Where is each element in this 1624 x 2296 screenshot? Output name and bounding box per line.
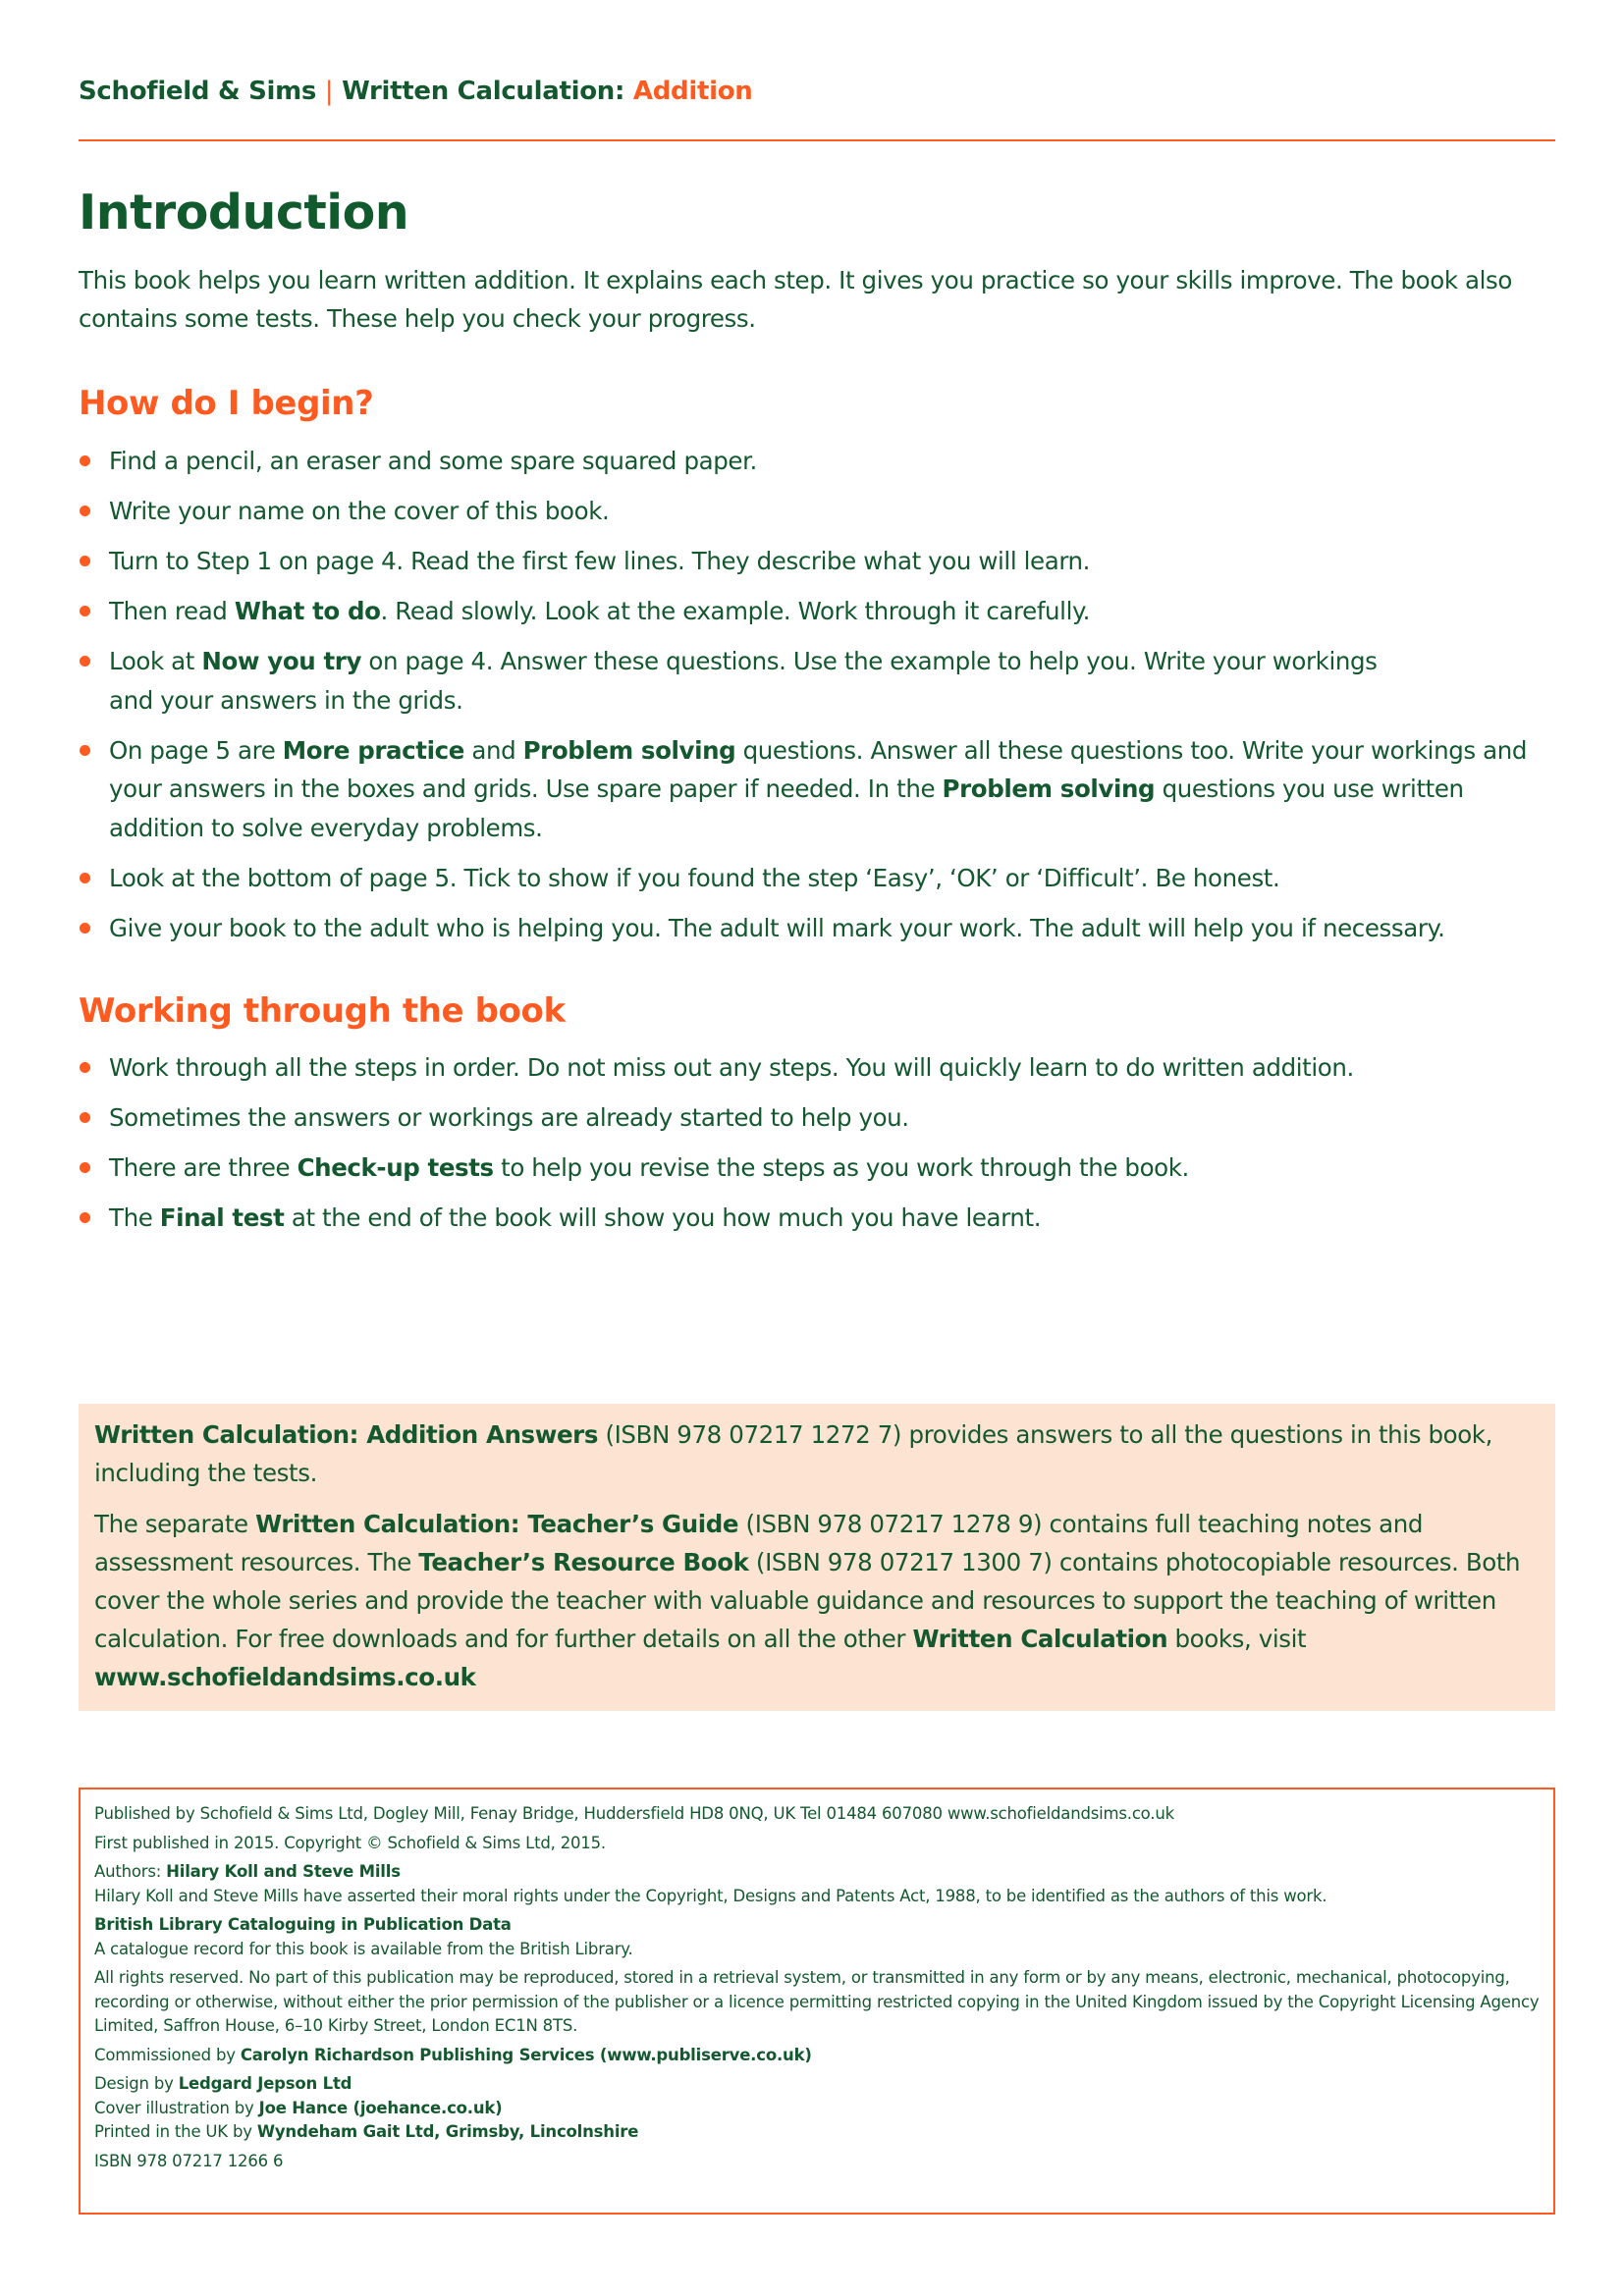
list-item — [79, 909, 1555, 948]
paragraph — [94, 1802, 1540, 1827]
bold-text: What to do — [234, 597, 381, 625]
working-list — [79, 1048, 1555, 1249]
page-title: Introduction — [79, 185, 409, 240]
intro-paragraph: This book helps you learn written addition. It explains each step. It gives you practice so your skills improve. The book also contains some tests. These help you check your progress. — [79, 266, 1512, 333]
list-item — [79, 1148, 1555, 1188]
bold-text: www.schofieldandsims.co.uk — [94, 1663, 476, 1691]
text: Commissioned by — [94, 2045, 241, 2064]
text: to help you revise the steps as you work through the book. — [493, 1153, 1189, 1182]
paragraph — [94, 1832, 1540, 1856]
bullet-icon — [80, 1062, 90, 1073]
bullet-icon — [80, 1162, 90, 1173]
text: Write your name on the cover of this book. — [109, 497, 610, 525]
paragraph — [94, 1415, 1540, 1492]
text: ISBN 978 07217 1266 6 — [94, 2151, 284, 2170]
header-divider — [79, 139, 1555, 141]
bold-text: Problem solving — [942, 774, 1156, 803]
bullet-icon — [80, 923, 90, 934]
bold-text: Problem solving — [522, 735, 736, 765]
list-item — [79, 592, 1555, 631]
bold-text: Check-up tests — [297, 1153, 494, 1182]
paragraph — [94, 1966, 1540, 2039]
bullet-icon — [80, 745, 90, 756]
resources-box — [79, 1404, 1555, 1711]
list-item — [79, 442, 1555, 481]
begin-list — [79, 442, 1555, 959]
bold-text: More practice — [282, 735, 464, 765]
paragraph — [94, 1505, 1540, 1696]
list-item — [79, 1098, 1555, 1138]
header-separator: | — [324, 77, 334, 106]
text: (ISBN 978 07217 1278 9) contains full teaching notes and assessment resources. The — [94, 1510, 1424, 1576]
paragraph — [94, 2072, 1540, 2145]
text: On page 5 are — [109, 735, 283, 765]
text: at the end of the book will show you how much you have learnt. — [284, 1203, 1042, 1232]
text: Sometimes the answers or workings are already started to help you. — [109, 1103, 909, 1132]
text: Hilary Koll and Steve Mills have asserted their moral rights under the Copyright, Designs and Patents Act, 1988, to be identified as the authors of this work. — [94, 1886, 1327, 1905]
bullet-icon — [80, 606, 90, 616]
bold-text: Final test — [159, 1203, 285, 1232]
text: First published in 2015. Copyright © Schofield & Sims Ltd, 2015. — [94, 1833, 606, 1852]
series-name: Written Calculation: — [342, 77, 625, 106]
text: and — [463, 735, 523, 765]
bold-text: Now you try — [201, 647, 362, 675]
bold-text: Carolyn Richardson Publishing Services (www.publiserve.co.uk) — [240, 2045, 812, 2064]
text: Authors: — [94, 1862, 167, 1881]
text: Then read — [109, 597, 235, 625]
text: Find a pencil, an eraser and some spare squared paper. — [109, 447, 757, 475]
bold-text: Teacher’s Resource Book — [418, 1548, 749, 1576]
text: (ISBN 978 07217 1300 7) contains photocopiable resources. Both cover the whole series and provide the teacher with valuable guidance and resources to support the teaching of written calculation. For free downloads and for further details on all the other — [94, 1548, 1521, 1653]
text: on page 4. Answer these questions. Use the example to help you. Write your workings — [361, 647, 1378, 675]
book-title: Addition — [632, 77, 753, 106]
text: questions. Answer all these questions too. Write your workings and your answers in the boxes and grids. Use spare paper if needed. In the — [109, 735, 1528, 803]
text: Design by — [94, 2074, 179, 2093]
running-header — [79, 77, 1555, 106]
bullet-icon — [80, 1212, 90, 1223]
bullet-icon — [80, 873, 90, 883]
paragraph — [94, 2044, 1540, 2068]
text: Published by Schofield & Sims Ltd, Dogley Mill, Fenay Bridge, Huddersfield HD8 0NQ, UK Tel 01484 607080 www.schofieldandsims.co.uk — [94, 1804, 1174, 1823]
list-item — [79, 542, 1555, 581]
text: Work through all the steps in order. Do not miss out any steps. You will quickly learn to do written addition. — [109, 1053, 1354, 1082]
text: . Read slowly. Look at the example. Work through it carefully. — [380, 597, 1090, 625]
bullet-icon — [80, 455, 90, 466]
text: Look at the bottom of page 5. Tick to show if you found the step ‘Easy’, ‘OK’ or ‘Difficult’. Be honest. — [109, 863, 1280, 892]
text: books, visit — [1167, 1625, 1307, 1653]
text: Turn to Step 1 on page 4. Read the first few lines. They describe what you will learn. — [109, 547, 1091, 575]
paragraph — [94, 2150, 1540, 2174]
paragraph — [94, 1860, 1540, 1908]
bold-text: Ledgard Jepson Ltd — [178, 2074, 352, 2093]
publisher-name: Schofield & Sims — [79, 77, 317, 106]
text: (ISBN 978 07217 1272 7) provides answers to all the questions in this book, including the tests. — [94, 1420, 1492, 1487]
bold-text: Written Calculation: Teacher’s Guide — [255, 1510, 739, 1538]
text: The — [109, 1203, 160, 1232]
paragraph — [94, 1913, 1540, 1961]
text: and your answers in the grids. — [109, 685, 463, 715]
bullet-icon — [80, 656, 90, 667]
bold-text: Hilary Koll and Steve Mills — [166, 1862, 401, 1881]
text: A catalogue record for this book is available from the British Library. — [94, 1939, 633, 1958]
bold-text: Joe Hance (joehance.co.uk) — [258, 2098, 503, 2117]
text: Printed in the UK by — [94, 2122, 257, 2141]
list-item — [79, 731, 1555, 848]
bullet-icon — [80, 556, 90, 566]
text: All rights reserved. No part of this publication may be reproduced, stored in a retrieval system, or transmitted in any form or by any means, electronic, mechanical, photocopying, recording or otherwise, without either the prior permission of the publisher or a licence permitting restricted copying in the United Kingdom issued by the Copyright Licensing Agency Limited, Saffron House, 6–10 Kirby Street, London EC1N 8TS. — [94, 1968, 1540, 2035]
bold-text: Written Calculation — [912, 1625, 1168, 1653]
list-item — [79, 492, 1555, 531]
bullet-icon — [80, 1112, 90, 1123]
section-heading-working: Working through the book — [79, 991, 566, 1031]
list-item — [79, 859, 1555, 898]
list-item — [79, 1048, 1555, 1088]
imprint-box — [79, 1788, 1555, 2215]
bold-text: British Library Cataloguing in Publication Data — [94, 1915, 512, 1934]
bold-text: Wyndeham Gait Ltd, Grimsby, Lincolnshire — [256, 2122, 639, 2141]
text: Look at — [109, 647, 202, 675]
text: Cover illustration by — [94, 2098, 259, 2117]
list-item — [79, 1199, 1555, 1238]
text: Give your book to the adult who is helping you. The adult will mark your work. The adult will help you if necessary. — [109, 913, 1445, 942]
text: The separate — [94, 1510, 256, 1538]
text: There are three — [109, 1153, 298, 1182]
text: questions you use written addition to solve everyday problems. — [109, 774, 1464, 842]
bullet-icon — [80, 506, 90, 516]
list-item — [79, 642, 1555, 720]
bold-text: Written Calculation: Addition Answers — [94, 1420, 599, 1449]
section-heading-begin: How do I begin? — [79, 384, 374, 423]
